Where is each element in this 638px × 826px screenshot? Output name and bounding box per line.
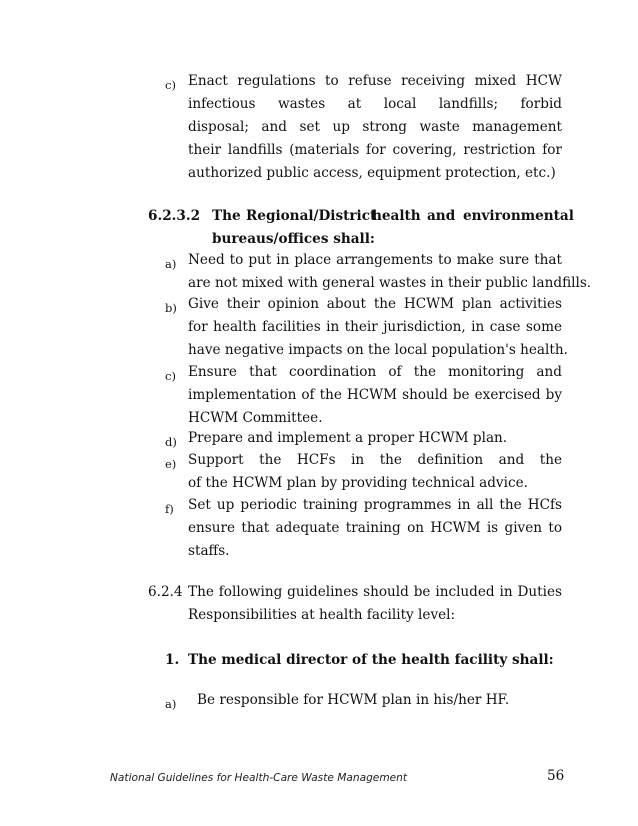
section-number: 6.2.3.2	[148, 208, 201, 224]
list-item-line: staffs.	[188, 543, 230, 559]
list-item-line: for health facilities in their jurisdiction, in case some	[188, 319, 562, 335]
heading-word: The	[212, 208, 241, 224]
list-item-line: authorized public access, equipment protection, etc.)	[188, 165, 556, 181]
list-item-line: ensure that adequate training on HCWM is given to	[188, 520, 562, 536]
list-marker: a)	[165, 257, 177, 271]
list-marker: f)	[165, 502, 174, 516]
list-item-line: are not mixed with general wastes in their public landfills.	[188, 275, 592, 291]
list-item-line: Support the HCFs in the definition and the	[188, 452, 562, 468]
list-item-line: Give their opinion about the HCWM plan activities	[188, 296, 562, 312]
footer-title: National Guidelines for Health-Care Waste Management	[110, 772, 408, 784]
list-item-line: Ensure that coordination of the monitoring and	[188, 364, 562, 380]
list-marker: a)	[165, 697, 177, 711]
list-marker: c)	[165, 78, 176, 92]
list-item-line: Be responsible for HCWM plan in his/her HF.	[197, 692, 510, 708]
list-item-line: implementation of the HCWM should be exercised by	[188, 387, 562, 403]
list-item-line: their landfills (materials for covering, restriction for	[188, 142, 562, 158]
list-item-line: Set up periodic training programmes in all the HCfs	[188, 497, 562, 513]
section-heading-line: bureaus/offices shall:	[212, 231, 375, 247]
paragraph-line: The following guidelines should be included in Duties	[188, 584, 562, 600]
list-item-line: of the HCWM plan by providing technical advice.	[188, 475, 528, 491]
heading-word: environmental	[463, 208, 574, 224]
numbered-heading: The medical director of the health facility shall:	[188, 652, 554, 668]
list-item-line: HCWM Committee.	[188, 410, 323, 426]
list-marker: d)	[165, 435, 177, 449]
list-item-line: have negative impacts on the local population's health.	[188, 342, 568, 358]
list-marker: e)	[165, 457, 177, 471]
paragraph-line: Responsibilities at health facility level:	[188, 607, 456, 623]
heading-word: and	[427, 208, 456, 224]
list-marker: c)	[165, 369, 176, 383]
list-item-line: Enact regulations to refuse receiving mixed HCW	[188, 73, 562, 89]
list-item-line: disposal; and set up strong waste management	[188, 119, 562, 135]
list-marker: b)	[165, 301, 177, 315]
numbered-marker: 1.	[165, 652, 180, 668]
heading-word: health	[372, 208, 421, 224]
list-item-line: infectious wastes at local landfills; forbid	[188, 96, 562, 112]
page-number: 56	[547, 768, 565, 784]
list-item-line: Need to put in place arrangements to make sure that	[188, 252, 562, 268]
list-item-line: Prepare and implement a proper HCWM plan.	[188, 430, 508, 446]
heading-word: Regional/District	[246, 208, 377, 224]
section-number: 6.2.4	[148, 584, 183, 600]
